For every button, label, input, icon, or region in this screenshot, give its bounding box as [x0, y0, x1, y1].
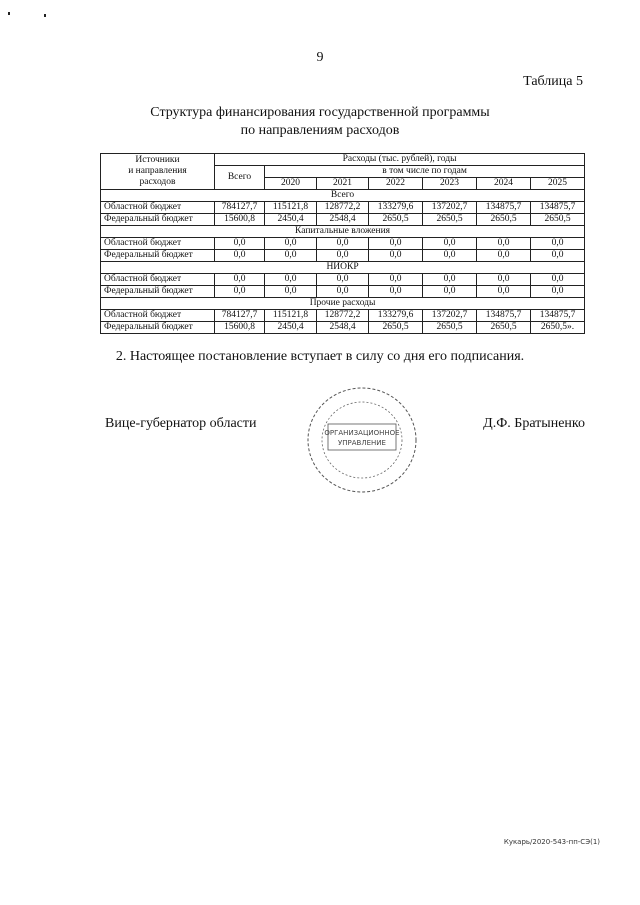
row-year-value: 115121,8 — [265, 202, 317, 214]
row-year-value: 2548,4 — [317, 322, 369, 334]
header-year: 2024 — [477, 178, 531, 190]
table-row — [101, 250, 585, 262]
section-row — [101, 226, 585, 238]
row-year-value: 134875,7 — [477, 202, 531, 214]
signer-title: Вице-губернатор области — [105, 416, 257, 431]
table-row — [101, 202, 585, 214]
header-by-years: в том числе по годам — [265, 166, 585, 178]
row-total: 784127,7 — [215, 310, 265, 322]
section-title: НИОКР — [101, 262, 585, 274]
row-total: 784127,7 — [215, 202, 265, 214]
row-year-value: 133279,6 — [369, 310, 423, 322]
header-total: Всего — [215, 166, 265, 190]
row-source: Федеральный бюджет — [101, 322, 215, 334]
clause-text: 2. Настоящее постановление вступает в силу со дня его подписания. — [115, 349, 525, 364]
stamp-seal — [304, 384, 420, 496]
row-year-value: 128772,2 — [317, 310, 369, 322]
title-line-1: Структура финансирования государственной программы — [150, 105, 490, 120]
page-number: 9 — [316, 50, 324, 65]
row-year-value: 0,0 — [531, 286, 585, 298]
row-year-value: 0,0 — [265, 250, 317, 262]
row-year-value: 0,0 — [477, 250, 531, 262]
row-year-value: 128772,2 — [317, 202, 369, 214]
row-year-value: 0,0 — [317, 274, 369, 286]
row-year-value: 0,0 — [265, 274, 317, 286]
row-total: 0,0 — [215, 238, 265, 250]
footer-reference: Кукарь/2020-543-пп-СЭ(1) — [503, 838, 600, 846]
scan-speck — [44, 14, 46, 17]
section-row — [101, 298, 585, 310]
row-year-value: 0,0 — [265, 238, 317, 250]
table-row — [101, 310, 585, 322]
row-year-value: 2450,4 — [265, 322, 317, 334]
row-source: Федеральный бюджет — [101, 250, 215, 262]
row-year-value: 0,0 — [477, 286, 531, 298]
row-total: 0,0 — [215, 286, 265, 298]
section-title: Всего — [101, 190, 585, 202]
title-line-2: по направлениям расходов — [240, 123, 400, 138]
row-year-value: 0,0 — [369, 286, 423, 298]
row-year-value: 2450,4 — [265, 214, 317, 226]
document-title — [0, 104, 640, 140]
table-row — [101, 274, 585, 286]
table-label: Таблица 5 — [523, 74, 583, 89]
row-year-value: 2650,5 — [423, 322, 477, 334]
row-year-value: 137202,7 — [423, 310, 477, 322]
row-total: 15600,8 — [215, 214, 265, 226]
row-source: Федеральный бюджет — [101, 214, 215, 226]
table-row — [101, 286, 585, 298]
header-year: 2021 — [317, 178, 369, 190]
row-year-value: 0,0 — [265, 286, 317, 298]
row-year-value: 0,0 — [477, 238, 531, 250]
row-source: Областной бюджет — [101, 238, 215, 250]
row-year-value: 134875,7 — [531, 202, 585, 214]
row-source: Федеральный бюджет — [101, 286, 215, 298]
row-year-value: 0,0 — [317, 286, 369, 298]
row-year-value: 2548,4 — [317, 214, 369, 226]
row-year-value: 0,0 — [317, 250, 369, 262]
row-source: Областной бюджет — [101, 274, 215, 286]
row-year-value: 0,0 — [423, 238, 477, 250]
row-year-value: 0,0 — [369, 238, 423, 250]
row-year-value: 2650,5 — [369, 322, 423, 334]
table-row — [101, 214, 585, 226]
row-year-value: 2650,5». — [531, 322, 585, 334]
header-year: 2023 — [423, 178, 477, 190]
header-source-line: Источники — [135, 155, 180, 165]
row-year-value: 0,0 — [531, 238, 585, 250]
table-row — [101, 322, 585, 334]
section-row — [101, 190, 585, 202]
row-year-value: 2650,5 — [477, 322, 531, 334]
stamp-text-line: УПРАВЛЕНИЕ — [338, 439, 386, 447]
row-year-value: 115121,8 — [265, 310, 317, 322]
row-source: Областной бюджет — [101, 310, 215, 322]
row-year-value: 0,0 — [423, 286, 477, 298]
row-year-value: 0,0 — [369, 250, 423, 262]
row-year-value: 0,0 — [423, 274, 477, 286]
signer-name: Д.Ф. Братыненко — [483, 416, 585, 431]
section-title: Прочие расходы — [101, 298, 585, 310]
section-title: Капитальные вложения — [101, 226, 585, 238]
row-year-value: 0,0 — [531, 274, 585, 286]
row-year-value: 134875,7 — [477, 310, 531, 322]
row-year-value: 0,0 — [531, 250, 585, 262]
row-year-value: 0,0 — [423, 250, 477, 262]
header-expenses: Расходы (тыс. рублей), годы — [215, 154, 585, 166]
header-source-line: и направления — [128, 166, 187, 176]
row-source: Областной бюджет — [101, 202, 215, 214]
row-year-value: 137202,7 — [423, 202, 477, 214]
row-year-value: 0,0 — [477, 274, 531, 286]
row-year-value: 0,0 — [369, 274, 423, 286]
table-row — [101, 238, 585, 250]
row-year-value: 0,0 — [317, 238, 369, 250]
row-total: 0,0 — [215, 250, 265, 262]
scan-speck — [8, 12, 10, 15]
row-year-value: 134875,7 — [531, 310, 585, 322]
row-year-value: 2650,5 — [477, 214, 531, 226]
header-source-line: расходов — [139, 177, 176, 187]
row-year-value: 2650,5 — [531, 214, 585, 226]
row-year-value: 133279,6 — [369, 202, 423, 214]
row-total: 15600,8 — [215, 322, 265, 334]
stamp-text-line: ОРГАНИЗАЦИОННОЕ — [324, 429, 400, 437]
header-year: 2020 — [265, 178, 317, 190]
row-year-value: 2650,5 — [369, 214, 423, 226]
section-row — [101, 262, 585, 274]
financing-table — [100, 153, 585, 334]
header-row-1 — [101, 154, 585, 166]
header-year: 2025 — [531, 178, 585, 190]
row-year-value: 2650,5 — [423, 214, 477, 226]
header-source-cell — [101, 154, 215, 190]
header-year: 2022 — [369, 178, 423, 190]
row-total: 0,0 — [215, 274, 265, 286]
